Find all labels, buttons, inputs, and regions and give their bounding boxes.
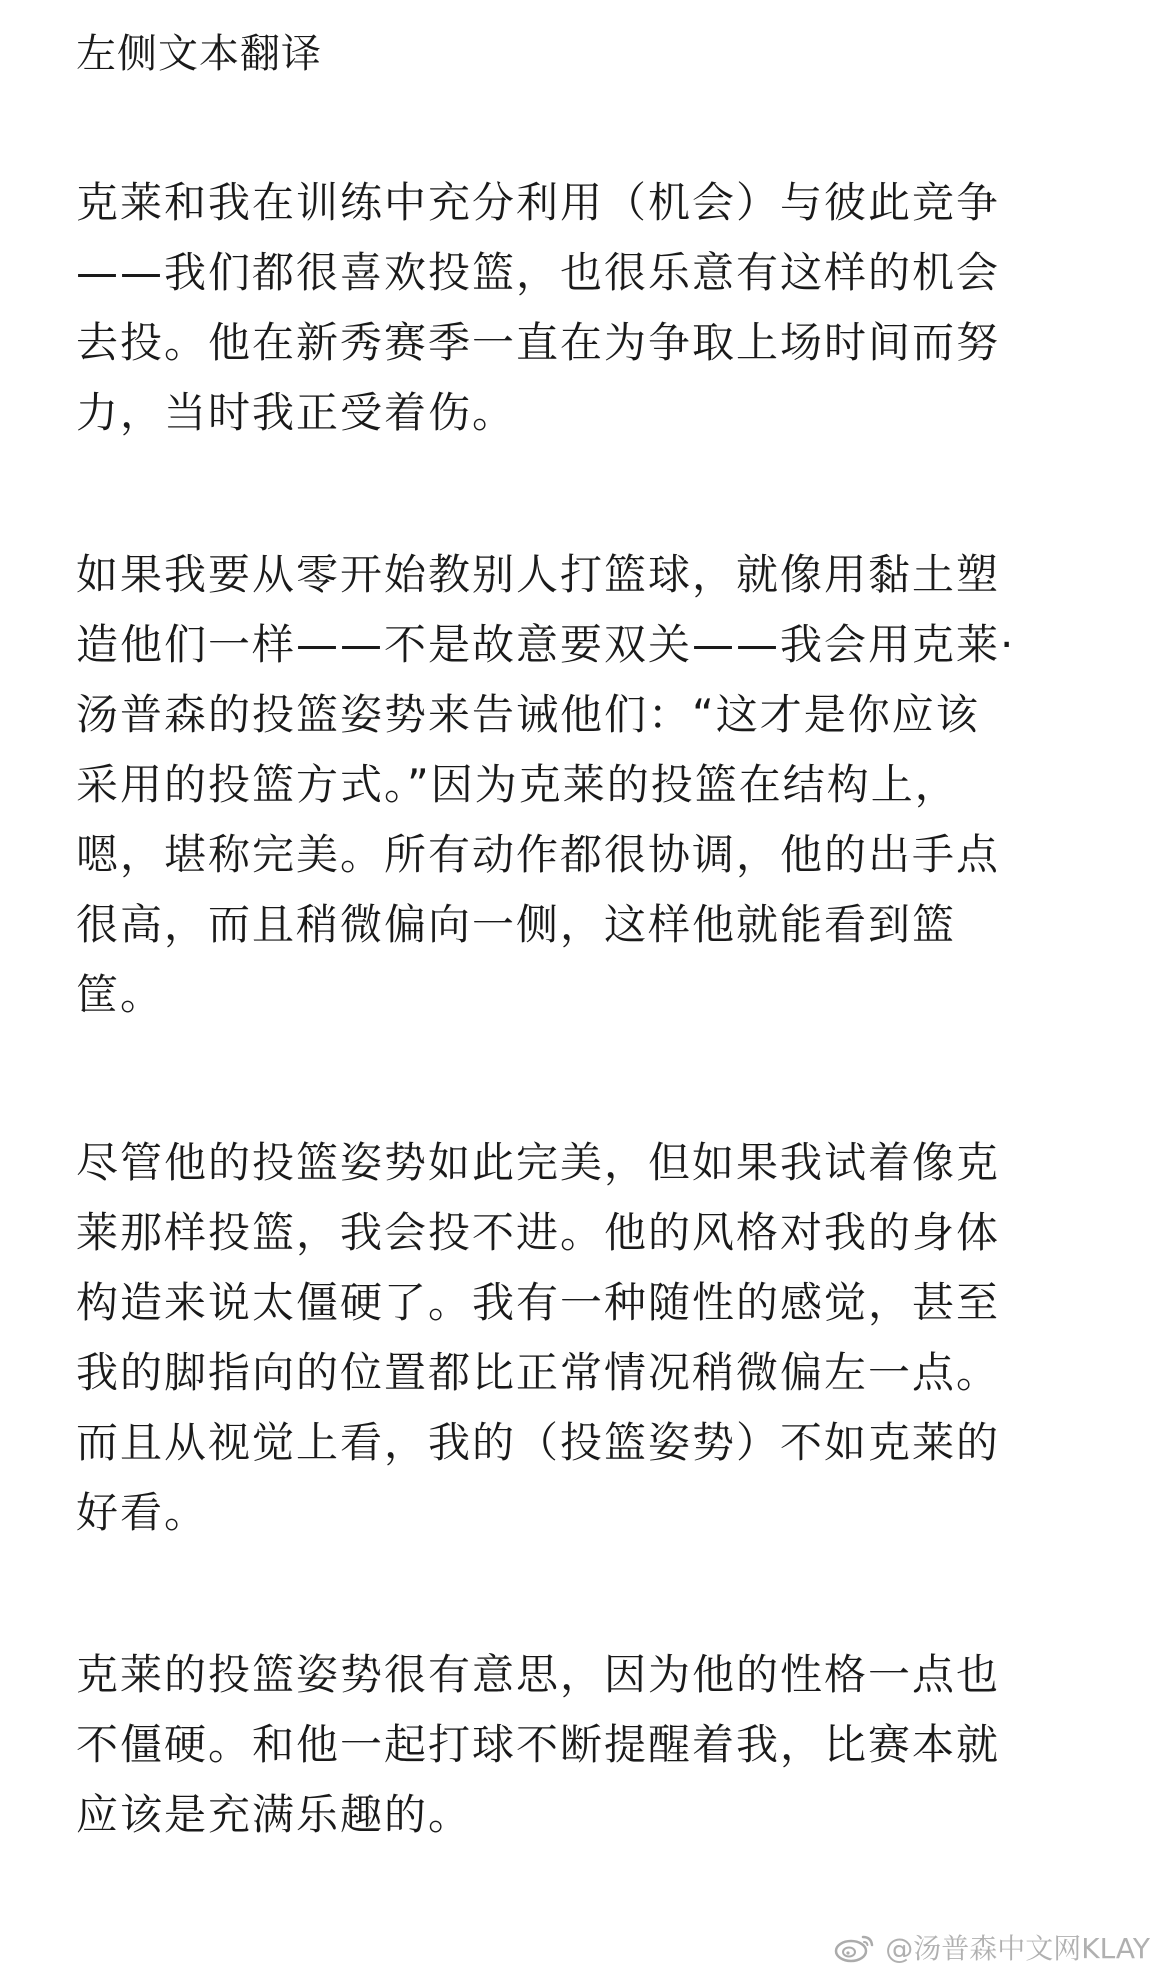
text-line: 如果我要从零开始教别人打篮球，就像用黏土塑 (76, 550, 1001, 599)
text-line: 克莱和我在训练中充分利用（机会）与彼此竞争 (76, 178, 1001, 227)
text-line: 尽管他的投篮姿势如此完美，但如果我试着像克 (76, 1138, 1001, 1187)
text-line: 力，当时我正受着伤。 (76, 388, 517, 437)
paragraph-4 (76, 1640, 1116, 1850)
weibo-icon (833, 1931, 877, 1963)
text-line: 嗯，堪称完美。所有动作都很协调，他的出手点 (76, 830, 1001, 879)
text-line: 好看。 (76, 1488, 209, 1537)
text-line: 筐。 (76, 970, 165, 1019)
weibo-watermark (833, 1927, 1150, 1967)
text-line: 汤普森的投篮姿势来告诫他们：“这才是你应该 (76, 690, 980, 739)
text-line: 采用的投篮方式。”因为克莱的投篮在结构上， (76, 760, 959, 809)
section-heading: 左侧文本翻译 (76, 31, 322, 77)
paragraph-3 (76, 1128, 1116, 1548)
text-line: 构造来说太僵硬了。我有一种随性的感觉，甚至 (76, 1278, 1001, 1327)
text-line: ——我们都很喜欢投篮，也很乐意有这样的机会 (76, 248, 1001, 297)
paragraph-2 (76, 540, 1116, 1030)
text-line: 不僵硬。和他一起打球不断提醒着我，比赛本就 (76, 1720, 1001, 1769)
paragraph-1 (76, 168, 1116, 448)
text-line: 应该是充满乐趣的。 (76, 1790, 473, 1839)
text-line: 造他们一样——不是故意要双关——我会用克莱· (76, 620, 1016, 669)
text-line: 我的脚指向的位置都比正常情况稍微偏左一点。 (76, 1348, 1001, 1397)
text-line: 而且从视觉上看，我的（投篮姿势）不如克莱的 (76, 1418, 1001, 1467)
text-line: 很高，而且稍微偏向一侧，这样他就能看到篮 (76, 900, 957, 949)
text-line: 莱那样投篮，我会投不进。他的风格对我的身体 (76, 1208, 1001, 1257)
text-line: 克莱的投篮姿势很有意思，因为他的性格一点也 (76, 1650, 1001, 1699)
text-line: 去投。他在新秀赛季一直在为争取上场时间而努 (76, 318, 1001, 367)
watermark-text: @汤普森中文网KLAY (885, 1932, 1150, 1965)
